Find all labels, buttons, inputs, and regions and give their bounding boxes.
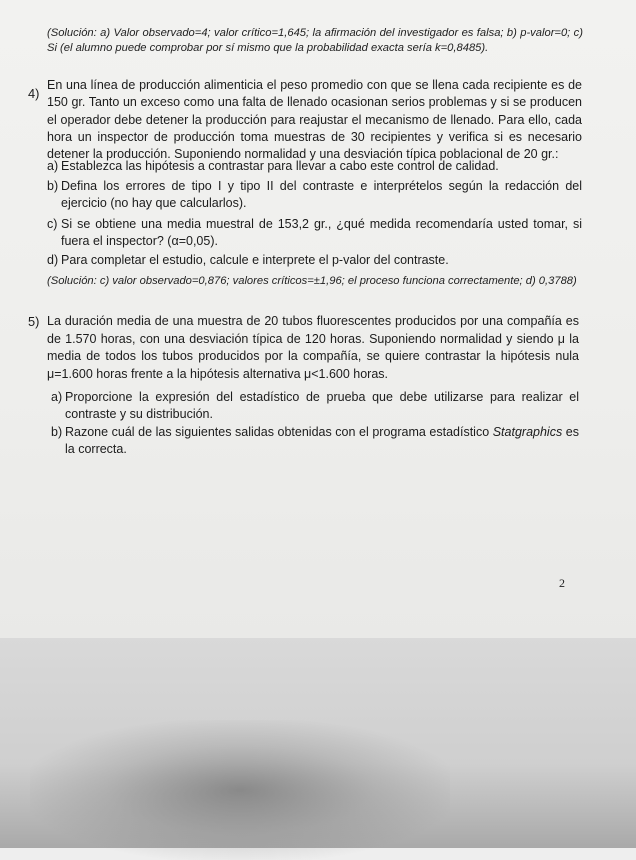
item-text [65, 424, 579, 458]
question-4-item-a [47, 158, 582, 175]
item-label: d) [47, 253, 59, 267]
item-label: a) [51, 390, 63, 404]
item-label: b) [51, 425, 63, 439]
question-4-item-c [47, 216, 582, 250]
question-4-item-b [47, 178, 582, 212]
item-label: b) [47, 179, 59, 193]
item-text-after: es la correcta. [65, 425, 579, 456]
item-text: Establezca las hipótesis a contrastar para llevar a cabo este control de calidad. [61, 159, 499, 173]
question-5-item-b [51, 424, 579, 458]
item-text-before: Razone cuál de las siguientes salidas obtenidas con el programa estadístico [65, 425, 493, 439]
item-label: c) [47, 217, 58, 231]
question-5-number: 5) [28, 314, 40, 329]
question-4-number: 4) [28, 86, 40, 101]
question-4-item-d [47, 252, 582, 269]
page-number: 2 [559, 576, 565, 590]
question-4-statement: En una línea de producción alimenticia el peso promedio con que se llena cada recipiente es de 150 gr. Tanto un exceso como una falta de llenado ocasionan serios problemas y si se producen el operador debe detener la producción para reajustar el mecanismo de llenado. Para ello, cada hora un inspector de producción toma muestras de 30 recipientes y verifica si es necesario detener la producción. Suponiendo normalidad y una desviación típica poblacional de 20 gr.: [47, 78, 582, 162]
item-text: Para completar el estudio, calcule e interprete el p-valor del contraste. [61, 253, 449, 267]
software-name: Statgraphics [492, 425, 563, 439]
item-text: Defina los errores de tipo I y tipo II del contraste e interprételos según la redacción del ejercicio (no hay que calcularlos). [61, 179, 582, 210]
question-5-item-a [51, 389, 579, 423]
item-label: a) [47, 159, 59, 173]
top-solution: (Solución: a) Valor observado=4; valor crítico=1,645; la afirmación del investigador es falsa; b) p-valor=0; c) Si (el alumno puede comprobar por sí mismo que la probabilidad exacta sería k=0,8485). [47, 27, 583, 54]
item-text: Proporcione la expresión del estadístico de prueba que debe utilizarse para realizar el contraste y su distribución. [65, 390, 579, 421]
question-4-solution: (Solución: c) valor observado=0,876; valores críticos=±1,96; el proceso funciona correctamente; d) 0,3788) [47, 275, 577, 287]
item-text: Si se obtiene una media muestral de 153,2 gr., ¿qué medida recomendaría usted tomar, si fuera el inspector? (α=0,05). [61, 217, 582, 248]
phone-shadow [30, 720, 450, 860]
question-5-statement: La duración media de una muestra de 20 tubos fluorescentes producidos por una compañía es de 1.570 horas, con una desviación típica de 120 horas. Suponiendo normalidad y siendo μ la media de todos los tubos producidos por la compañía, se quiere contrastar la hipótesis nula μ=1.600 horas frente a la hipótesis alternativa μ<1.600 horas. [47, 314, 579, 381]
